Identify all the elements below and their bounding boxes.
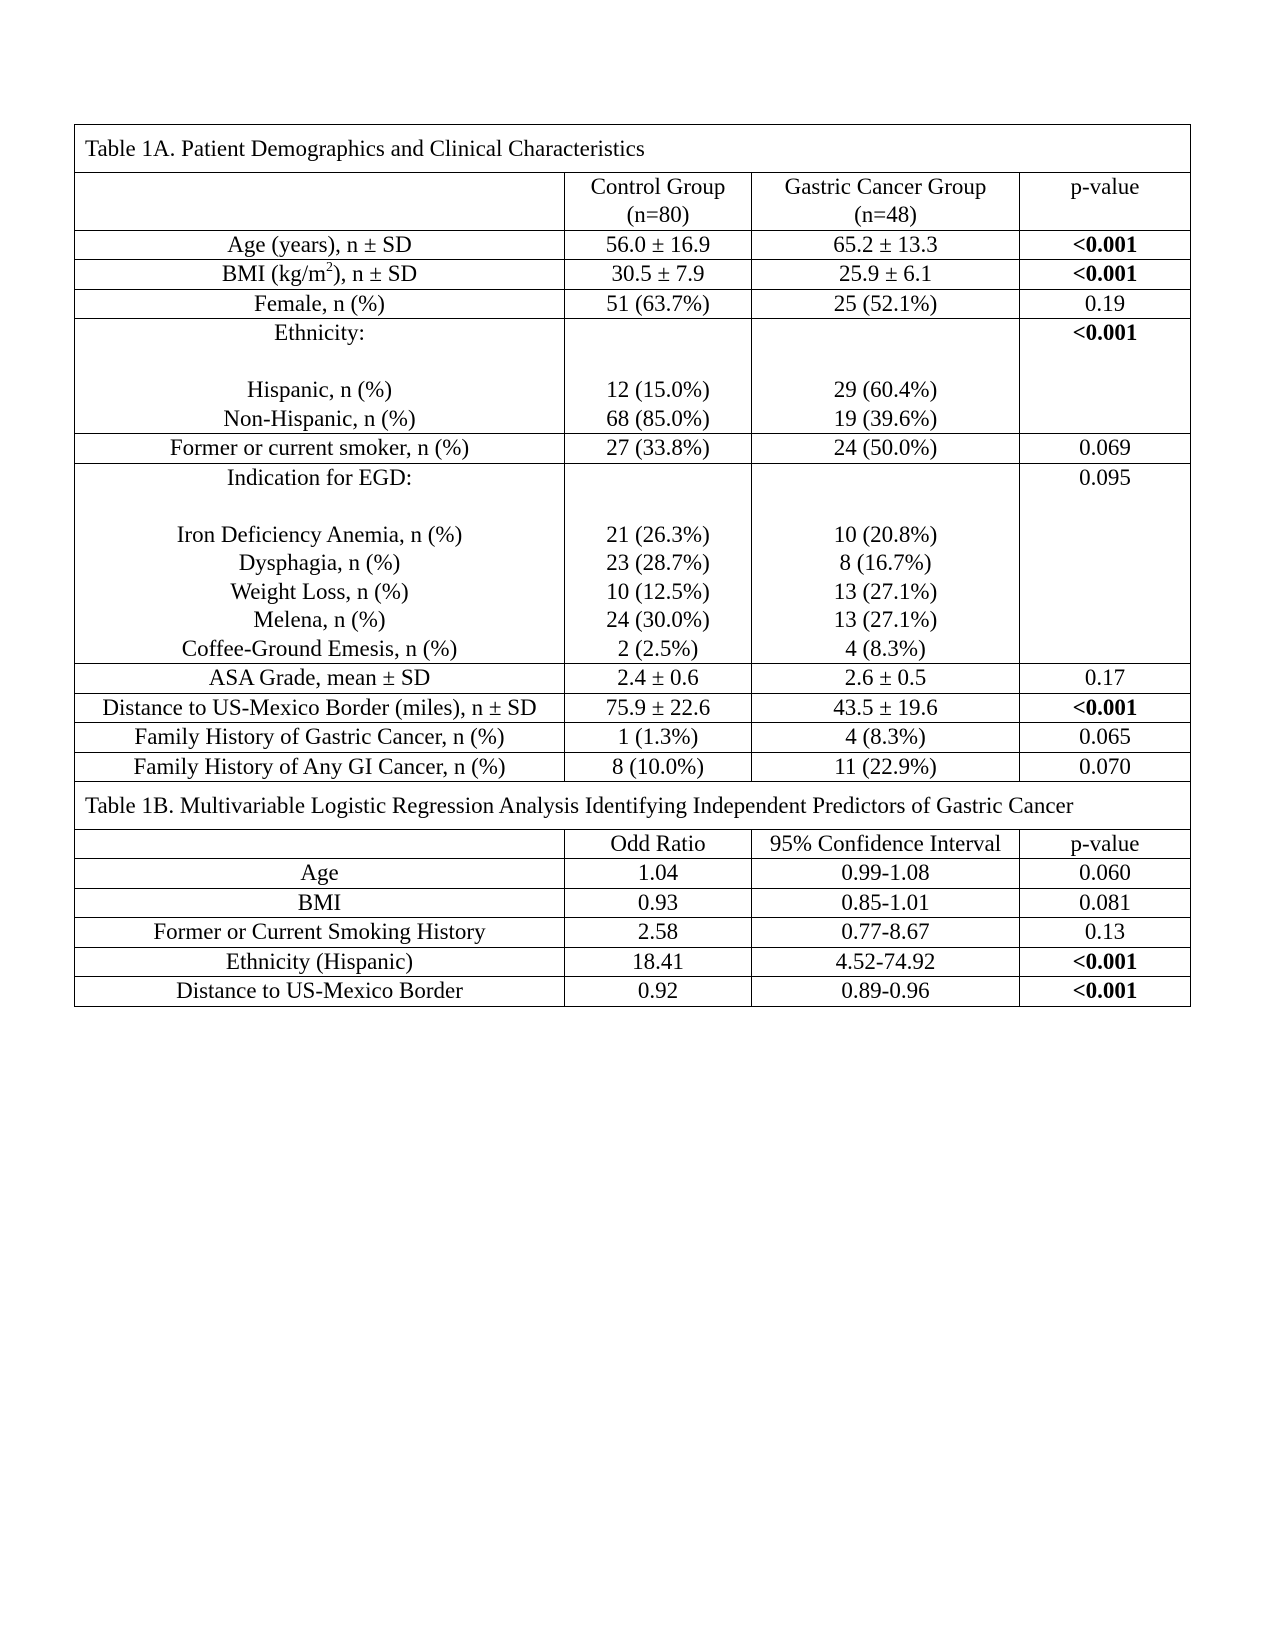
table-row [75,888,1191,918]
confidence-interval: 4.52-74.92 [752,947,1020,977]
melena-label: Melena, n (%) [253,607,386,632]
p-value: <0.001 [1020,230,1191,260]
cancer-value: 25.9 ± 6.1 [752,260,1020,290]
cancer-value: 43.5 ± 19.6 [752,693,1020,723]
confidence-interval: 0.99-1.08 [752,859,1020,889]
ida-label: Iron Deficiency Anemia, n (%) [176,521,463,547]
cancer-value [752,463,1020,664]
table-row [75,723,1191,753]
row-label [75,463,565,664]
row-label: BMI [75,888,565,918]
non-hispanic-control: 68 (85.0%) [606,405,710,431]
header-control-line2: (n=80) [626,202,690,227]
hispanic-label: Hispanic, n (%) [247,377,392,402]
header-cancer-line1: Gastric Cancer Group [784,173,987,199]
dysphagia-label: Dysphagia, n (%) [238,550,401,575]
row-label: ASA Grade, mean ± SD [75,664,565,694]
header-empty-cell [75,172,565,230]
header-confidence-interval: 95% Confidence Interval [752,829,1020,859]
bmi-label-post: ), n ± SD [332,261,418,286]
cancer-value: 2.6 ± 0.5 [752,664,1020,694]
melena-cancer: 13 (27.1%) [833,607,938,632]
cancer-value [752,319,1020,434]
control-value: 75.9 ± 22.6 [565,693,752,723]
row-label: Former or current smoker, n (%) [75,434,565,464]
p-value: 0.081 [1020,888,1191,918]
table-row [75,977,1191,1007]
p-value: 0.069 [1020,434,1191,464]
row-label: Age [75,859,565,889]
results-table [74,124,1191,1007]
table-row [75,918,1191,948]
header-cancer-line2: (n=48) [854,202,917,227]
control-value: 56.0 ± 16.9 [565,230,752,260]
cancer-value: 65.2 ± 13.3 [752,230,1020,260]
row-label: Former or Current Smoking History [75,918,565,948]
odd-ratio: 18.41 [565,947,752,977]
odd-ratio: 2.58 [565,918,752,948]
table-row [75,752,1191,782]
document [74,124,1190,1007]
control-value [565,319,752,434]
bmi-label-pre: BMI (kg/m [221,261,326,286]
table-1b-caption: Table 1B. Multivariable Logistic Regression Analysis Identifying Independent Predictors of Gastric Cancer [75,782,1191,830]
table-1a-header-row [75,172,1191,230]
weight-loss-cancer: 13 (27.1%) [833,578,938,604]
odd-ratio: 1.04 [565,859,752,889]
row-label: Ethnicity (Hispanic) [75,947,565,977]
ida-cancer: 10 (20.8%) [833,521,938,547]
control-value: 30.5 ± 7.9 [565,260,752,290]
coffee-ground-cancer: 4 (8.3%) [845,635,926,661]
row-label: Distance to US-Mexico Border (miles), n ± SD [75,693,565,723]
ida-control: 21 (26.3%) [606,521,710,547]
header-control-group [565,172,752,230]
cancer-value: 11 (22.9%) [752,752,1020,782]
hispanic-control: 12 (15.0%) [606,377,710,402]
p-value: 0.13 [1020,918,1191,948]
p-value: 0.065 [1020,723,1191,753]
p-value: <0.001 [1020,319,1191,434]
ethnicity-label: Ethnicity: [274,320,365,345]
table-row [75,289,1191,319]
p-value: 0.17 [1020,664,1191,694]
indication-label: Indication for EGD: [226,464,413,490]
confidence-interval: 0.89-0.96 [752,977,1020,1007]
header-control-line1: Control Group [590,173,726,199]
row-label: Age (years), n ± SD [75,230,565,260]
bmi-label-sup: 2 [325,260,333,275]
header-pvalue: p-value [1020,829,1191,859]
coffee-ground-control: 2 (2.5%) [617,635,699,661]
table-row [75,230,1191,260]
cancer-value: 4 (8.3%) [752,723,1020,753]
confidence-interval: 0.85-1.01 [752,888,1020,918]
header-pvalue: p-value [1020,172,1191,230]
p-value: <0.001 [1020,977,1191,1007]
odd-ratio: 0.93 [565,888,752,918]
table-row [75,260,1191,290]
table-row [75,664,1191,694]
table-1b-header-row [75,829,1191,859]
table-row [75,693,1191,723]
row-label: Female, n (%) [75,289,565,319]
p-value: 0.19 [1020,289,1191,319]
table-1a-caption: Table 1A. Patient Demographics and Clinical Characteristics [75,125,1191,173]
row-label [75,319,565,434]
table-row-ethnicity [75,319,1191,434]
control-value: 8 (10.0%) [565,752,752,782]
table-1b-caption-row [75,782,1191,830]
weight-loss-label: Weight Loss, n (%) [230,578,409,604]
row-label: Family History of Gastric Cancer, n (%) [75,723,565,753]
row-label: Family History of Any GI Cancer, n (%) [75,752,565,782]
header-odd-ratio: Odd Ratio [565,829,752,859]
table-row [75,434,1191,464]
dysphagia-cancer: 8 (16.7%) [839,550,932,575]
p-value: 0.070 [1020,752,1191,782]
table-1a-caption-row [75,125,1191,173]
dysphagia-control: 23 (28.7%) [606,550,710,575]
confidence-interval: 0.77-8.67 [752,918,1020,948]
p-value: <0.001 [1020,693,1191,723]
control-value: 1 (1.3%) [565,723,752,753]
coffee-ground-label: Coffee-Ground Emesis, n (%) [181,635,458,661]
non-hispanic-cancer: 19 (39.6%) [833,405,938,431]
row-label [75,260,565,290]
hispanic-cancer: 29 (60.4%) [833,377,938,402]
weight-loss-control: 10 (12.5%) [606,578,710,604]
p-value: <0.001 [1020,260,1191,290]
control-value [565,463,752,664]
non-hispanic-label: Non-Hispanic, n (%) [223,405,416,431]
control-value: 2.4 ± 0.6 [565,664,752,694]
p-value: 0.060 [1020,859,1191,889]
melena-control: 24 (30.0%) [606,607,710,632]
table-row [75,859,1191,889]
table-row [75,947,1191,977]
control-value: 51 (63.7%) [565,289,752,319]
cancer-value: 25 (52.1%) [752,289,1020,319]
row-label: Distance to US-Mexico Border [75,977,565,1007]
p-value: 0.095 [1020,463,1191,664]
odd-ratio: 0.92 [565,977,752,1007]
table-row-indication [75,463,1191,664]
p-value: <0.001 [1020,947,1191,977]
header-empty-cell [75,829,565,859]
control-value: 27 (33.8%) [565,434,752,464]
cancer-value: 24 (50.0%) [752,434,1020,464]
header-cancer-group [752,172,1020,230]
